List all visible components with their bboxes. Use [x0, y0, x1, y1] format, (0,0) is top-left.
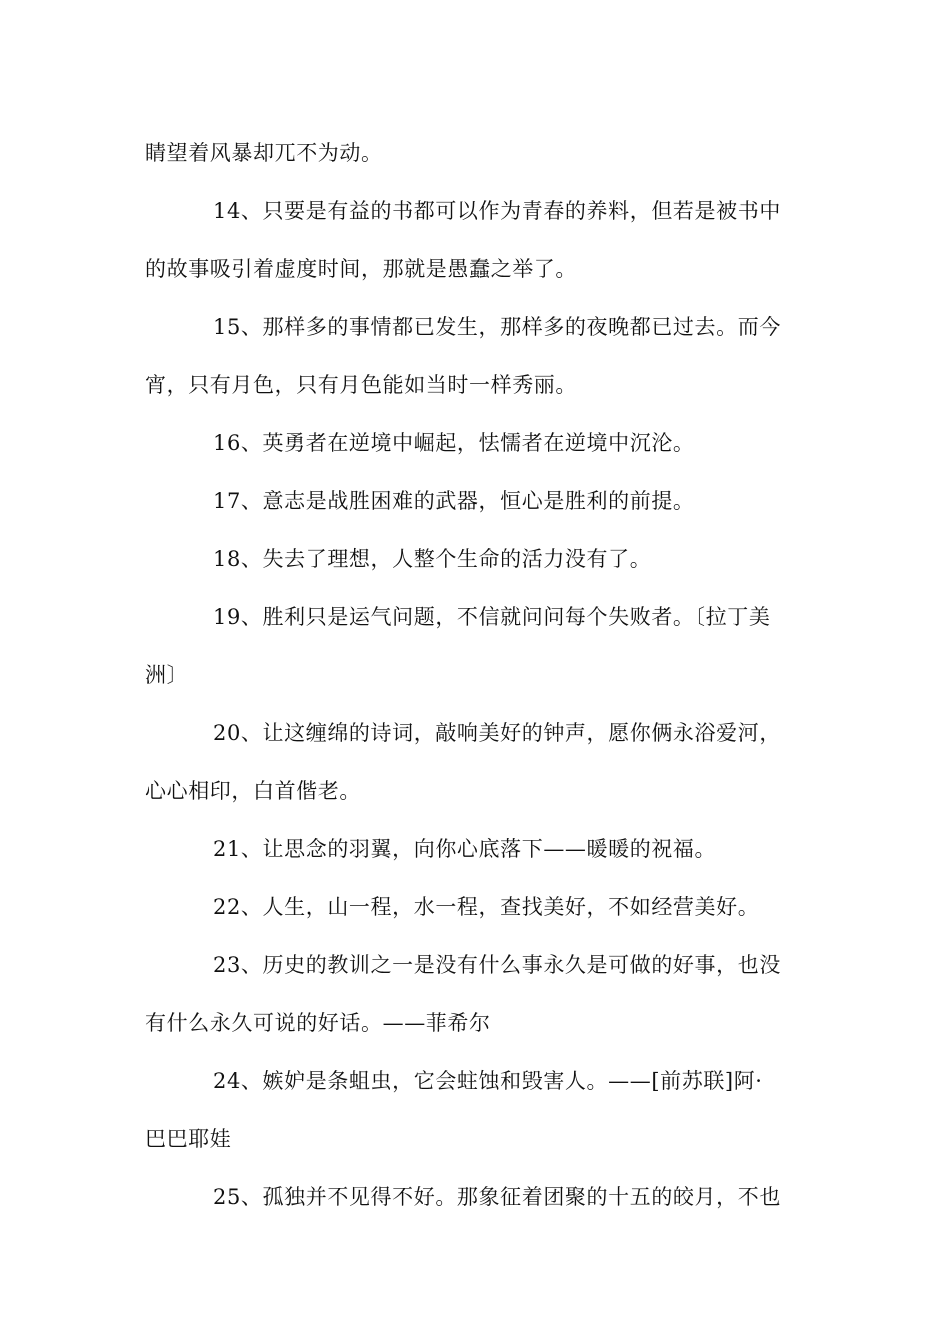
text-line: 22、人生，山一程，水一程，查找美好，不如经营美好。 [213, 895, 760, 919]
text-line: 心心相印，白首偕老。 [145, 779, 361, 803]
text-line: 的故事吸引着虚度时间，那就是愚蠢之举了。 [145, 257, 577, 281]
text-line: 17、意志是战胜困难的武器，恒心是胜利的前提。 [213, 489, 695, 513]
text-line: 巴巴耶娃 [145, 1127, 232, 1151]
text-line: 25、孤独并不见得不好。那象征着团聚的十五的皎月，不也 [213, 1185, 781, 1209]
text-line: 21、让思念的羽翼，向你心底落下——暖暖的祝福。 [213, 837, 717, 861]
text-line: 有什么永久可说的好话。——菲希尔 [145, 1011, 491, 1035]
text-line: 16、英勇者在逆境中崛起，怯懦者在逆境中沉沦。 [213, 431, 695, 455]
text-line: 睛望着风暴却兀不为动。 [145, 141, 383, 165]
text-line: 宵，只有月色，只有月色能如当时一样秀丽。 [145, 373, 577, 397]
document-body [145, 124, 810, 1226]
text-line: 洲〕 [145, 663, 189, 687]
text-line: 20、让这缠绵的诗词，敲响美好的钟声，愿你俩永浴爱河， [213, 721, 781, 745]
text-line: 23、历史的教训之一是没有什么事永久是可做的好事，也没 [213, 953, 781, 977]
text-line: 18、失去了理想，人整个生命的活力没有了。 [213, 547, 652, 571]
text-line: 14、只要是有益的书都可以作为青春的养料，但若是被书中 [213, 199, 781, 223]
text-line: 24、嫉妒是条蛆虫，它会蛀蚀和毁害人。——[前苏联]阿· [213, 1069, 763, 1093]
text-line: 19、胜利只是运气问题，不信就问问每个失败者。〔拉丁美 [213, 605, 771, 629]
text-line: 15、那样多的事情都已发生，那样多的夜晚都已过去。而今 [213, 315, 781, 339]
